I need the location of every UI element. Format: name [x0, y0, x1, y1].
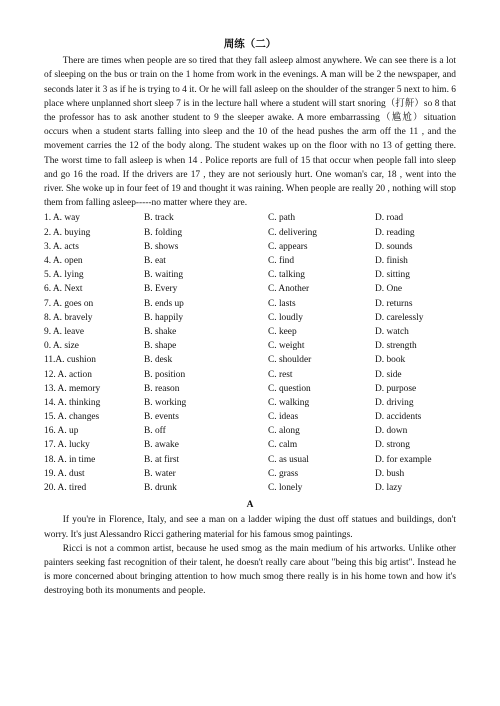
option-item: 5. A. lying	[44, 270, 84, 281]
option-item: C. Another	[268, 284, 310, 295]
option-item: B. off	[144, 426, 166, 437]
option-item: 1. A. way	[44, 213, 80, 224]
option-item: C. as usual	[268, 454, 309, 465]
option-item: B. drunk	[144, 483, 177, 493]
option-item: 0. A. size	[44, 341, 79, 352]
option-item: C. rest	[268, 369, 293, 380]
option-row	[44, 240, 456, 254]
option-item: B. shake	[144, 326, 177, 337]
option-item: C. find	[268, 256, 295, 266]
option-item: C. appears	[268, 241, 308, 252]
option-item: 4. A. open	[44, 256, 83, 266]
option-item: D. driving	[375, 397, 414, 408]
option-item: C. path	[268, 213, 296, 224]
option-row	[44, 424, 456, 438]
option-row	[44, 382, 456, 396]
option-item: D. finish	[375, 256, 408, 266]
option-row	[44, 410, 456, 424]
option-row	[44, 353, 456, 367]
option-item: 17. A. lucky	[44, 440, 90, 451]
option-item: D. book	[375, 355, 406, 366]
option-row	[44, 467, 456, 481]
option-item: D. side	[375, 369, 402, 380]
option-item: B. ends up	[144, 298, 184, 309]
option-item: D. bush	[375, 468, 405, 479]
section-a-paragraph: Ricci is not a common artist, because he used smog as the main medium of his artworks. Unlike other painters seeking fast recognition of their talent, he doesn't really care about "being this big artist". Instead he is more concerned about bringing attention to how much smog there really is in his home town and how it's destroying both its monuments and people.	[44, 543, 456, 597]
option-row	[44, 282, 456, 296]
option-item: 12. A. action	[44, 369, 92, 380]
option-item: B. at first	[144, 454, 180, 465]
option-item: 6. A. Next	[44, 284, 83, 295]
option-item: D. for example	[375, 454, 432, 465]
option-item: C. grass	[268, 468, 299, 479]
option-item: B. folding	[144, 227, 183, 238]
section-a-paragraph: If you're in Florence, Italy, and see a man on a ladder wiping the dust off statues and buildings, don't worry. It's just Alessandro Ricci gathering material for his famous smog paintings.	[44, 515, 456, 540]
option-row	[44, 481, 456, 495]
option-item: B. shape	[144, 341, 177, 352]
option-row	[44, 339, 456, 353]
option-item: 14. A. thinking	[44, 397, 101, 408]
option-item: C. calm	[268, 440, 298, 451]
option-item: 7. A. goes on	[44, 298, 94, 309]
option-item: 2. A. buying	[44, 227, 91, 238]
option-item: 11.A. cushion	[44, 355, 96, 366]
option-item: 15. A. changes	[44, 412, 100, 423]
option-item: C. ideas	[268, 412, 299, 423]
option-item: B. position	[144, 369, 186, 380]
option-row	[44, 226, 456, 240]
option-item: D. reading	[375, 227, 415, 238]
option-item: B. working	[144, 397, 187, 408]
section-title: A	[246, 500, 254, 511]
option-item: 13. A. memory	[44, 383, 101, 394]
option-item: 16. A. up	[44, 426, 79, 437]
option-item: D. sitting	[375, 270, 410, 281]
option-item: C. along	[268, 426, 300, 437]
cloze-paragraph: There are times when people are so tired that they fall asleep almost anywhere. We can see there is a lot of sleeping on the bus or train on the 1 home from work in the evenings. A man will be 2 the newspaper, and seconds later it 3 as if he is trying to 4 it. Or he will fall asleep on the shoulder of the stranger 5 next to him. 6 place where unplanned short sleep 7 is in the lecture hall where a student will start snoring（打鼾）so 8 that the professor has to ask another student to 9 the sleeper awake. A more embarrassing（尴尬）situation occurs when a student starts falling into sleep and the 10 of the head pushes the arm off the 11 , and the movement carries the 12 of the body along. The student wakes up on the floor with no 13 of getting there. The worst time to fall asleep is when 14 . Police reports are full of 15 that occur when people fall into sleep and go 16 the road. If the drivers are 17 , they are not seriously hurt. One woman's car, 18 , went into the river. She woke up in four feet of 19 and thought it was raining. When people are really 20 , nothing will stop them from falling asleep-----no matter where they are.	[44, 56, 456, 209]
option-row	[44, 438, 456, 452]
option-item: D. strength	[375, 341, 417, 352]
option-item: D. down	[375, 426, 408, 437]
option-item: C. lonely	[268, 483, 303, 493]
option-row	[44, 396, 456, 410]
option-item: C. walking	[268, 397, 310, 408]
option-item: D. strong	[375, 440, 410, 451]
option-row	[44, 368, 456, 382]
option-item: 3. A. acts	[44, 241, 79, 252]
option-item: D. watch	[375, 326, 409, 337]
option-item: C. weight	[268, 341, 305, 352]
option-item: C. lasts	[268, 298, 296, 309]
option-row	[44, 268, 456, 282]
option-item: B. awake	[144, 440, 179, 451]
option-item: B. waiting	[144, 270, 184, 281]
option-item: D. returns	[375, 298, 413, 309]
page-title: 周练（二）	[223, 39, 277, 50]
option-item: D. carelessly	[375, 312, 424, 323]
option-item: D. purpose	[375, 383, 417, 394]
option-item: 9. A. leave	[44, 326, 85, 337]
option-row	[44, 453, 456, 467]
option-item: C. shoulder	[268, 355, 312, 366]
option-item: C. keep	[268, 326, 297, 337]
option-row	[44, 325, 456, 339]
option-item: D. One	[375, 284, 403, 295]
option-item: D. road	[375, 213, 404, 224]
option-item: B. Every	[144, 284, 178, 295]
option-row	[44, 254, 456, 268]
option-item: 18. A. in time	[44, 454, 96, 465]
option-row	[44, 211, 456, 225]
option-item: D. lazy	[375, 483, 403, 493]
option-item: B. desk	[144, 355, 173, 366]
option-item: C. loudly	[268, 312, 303, 323]
option-row	[44, 297, 456, 311]
option-row	[44, 311, 456, 325]
option-item: 8. A. bravely	[44, 312, 93, 323]
option-item: B. reason	[144, 383, 180, 394]
option-item: C. delivering	[268, 227, 317, 238]
option-item: 19. A. dust	[44, 468, 85, 479]
option-item: B. events	[144, 412, 179, 423]
option-item: C. question	[268, 383, 311, 394]
option-item: C. talking	[268, 270, 305, 281]
option-item: B. water	[144, 468, 176, 479]
options-list	[44, 211, 456, 495]
option-item: B. shows	[144, 241, 179, 252]
option-item: B. eat	[144, 256, 166, 266]
option-item: B. happily	[144, 312, 184, 323]
option-item: D. sounds	[375, 241, 413, 252]
option-item: B. track	[144, 213, 174, 224]
option-item: D. accidents	[375, 412, 422, 423]
option-item: 20. A. tired	[44, 483, 87, 493]
